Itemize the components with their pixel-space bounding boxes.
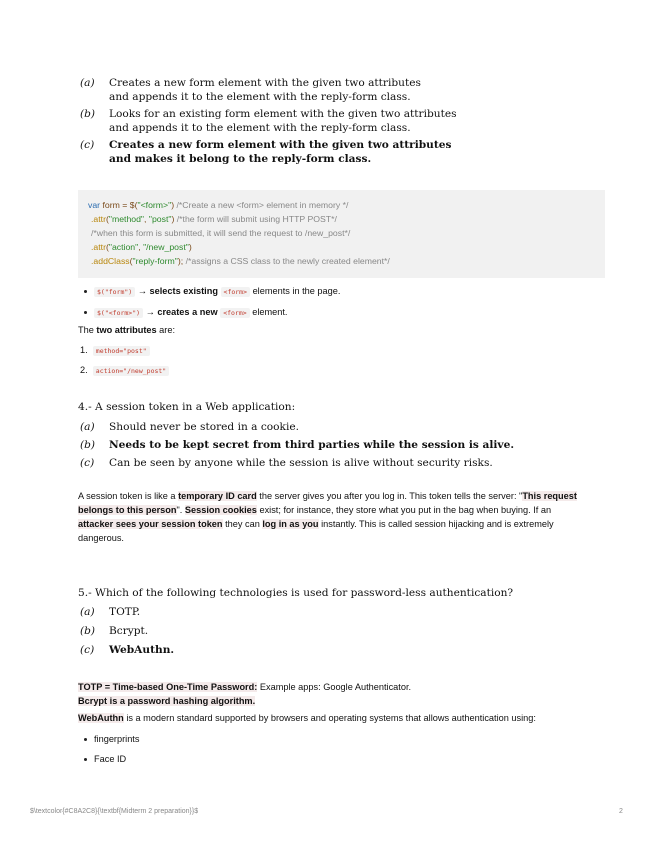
option-text: Bcrypt.: [109, 625, 149, 637]
code-comment: /*the form will submit using HTTP POST*/: [176, 214, 337, 224]
footer-left: $\textcolor{#C8A2C8}{\textbf{Midterm 2 preparation}}$: [30, 808, 199, 815]
option-text: Should never be stored in a cookie.: [109, 421, 299, 433]
bold-text: Session cookies: [184, 505, 257, 515]
code-function: .attr: [91, 214, 106, 224]
bold-text: log in as you: [262, 519, 319, 529]
code-plain: ,: [138, 242, 144, 252]
webauthn-item-1: fingerprints: [94, 734, 140, 744]
code-line-4: [91, 240, 192, 254]
bold-text: This request belongs to this person: [78, 491, 577, 515]
bold-text: attacker sees your session token: [78, 519, 223, 529]
option-text: Can be seen by anyone while the session is alive without security risks.: [109, 457, 493, 469]
option-text: TOTP.: [109, 606, 141, 618]
option-text-line: Creates a new form element with the given two attributes: [109, 139, 452, 151]
option-label: (c): [80, 139, 95, 151]
bold-text: creates a new: [157, 307, 218, 317]
option-text-line: and appends it to the element with the reply-form class.: [109, 122, 411, 134]
option-text-line: and appends it to the element with the reply-form class.: [109, 91, 411, 103]
option-text-line: and makes it belong to the reply-form class.: [109, 153, 372, 165]
code-plain: );: [177, 256, 186, 266]
attribute-item-2: [80, 364, 169, 378]
code-plain: ,: [144, 214, 149, 224]
code-string: "method": [108, 214, 145, 224]
code-chip: action="/new_post": [93, 366, 169, 376]
bold-text: temporary ID card: [178, 491, 257, 501]
note-text: element.: [249, 307, 288, 317]
text: is a modern standard supported by browsers and operating systems that allows authentication using:: [123, 713, 536, 723]
note-bullet-2: [94, 306, 287, 320]
text: are:: [156, 325, 176, 335]
code-line-5: [91, 254, 390, 268]
code-comment: /*assigns a CSS class to the newly created element*/: [185, 256, 390, 266]
code-comment: /*Create a new <form> element in memory */: [176, 200, 349, 210]
bold-text: TOTP = Time-based One-Time Password:: [78, 682, 258, 692]
option-label: (c): [80, 457, 95, 469]
code-string: "action": [108, 242, 139, 252]
page-number: 2: [619, 808, 623, 815]
bold-text: WebAuthn: [78, 713, 124, 723]
code-string: "/new_post": [143, 242, 189, 252]
q4-explanation: [78, 489, 586, 545]
bold-text: two attributes: [96, 325, 157, 335]
code-plain: ): [188, 242, 192, 252]
list-number: 1.: [80, 345, 88, 355]
code-string: "<form>": [137, 200, 172, 210]
list-number: 2.: [80, 365, 88, 375]
code-line-3: [91, 226, 350, 240]
text: ".: [176, 505, 185, 515]
code-plain: (: [129, 256, 133, 266]
bold-text: selects existing: [149, 286, 218, 296]
text: exist; for instance, they store what you put in the bag when buying. If an: [256, 505, 552, 515]
code-chip: <form>: [220, 308, 249, 318]
option-text-line: Looks for an existing form element with the given two attributes: [109, 108, 457, 120]
option-label: (b): [80, 439, 96, 451]
option-label: (b): [80, 625, 96, 637]
code-plain: form = $(: [100, 200, 138, 210]
code-comment: /*when this form is submitted, it will send the request to /new_post*/: [91, 228, 351, 238]
note-text: elements in the page.: [250, 286, 341, 296]
option-label: (a): [80, 606, 95, 618]
code-chip: $("form"): [94, 287, 135, 297]
option-text: WebAuthn.: [109, 644, 175, 656]
code-line-1: [88, 198, 348, 212]
text: the server gives you after you log in. This token tells the server: ": [256, 491, 523, 501]
code-chip: $("<form>"): [94, 308, 143, 318]
webauthn-explanation: [78, 712, 536, 725]
bcrypt-explanation: [78, 695, 255, 708]
text: they can: [222, 519, 263, 529]
totp-explanation: [78, 681, 411, 694]
option-label: (a): [80, 421, 95, 433]
code-string: "reply-form": [132, 256, 178, 266]
option-label: (a): [80, 77, 95, 89]
attribute-item-1: [80, 344, 150, 358]
code-keyword: var: [88, 200, 101, 210]
option-label: (c): [80, 644, 95, 656]
code-function: .attr: [91, 242, 106, 252]
code-chip: <form>: [221, 287, 250, 297]
code-line-2: [91, 212, 337, 226]
note-bullet-1: [94, 285, 340, 299]
code-block: [78, 190, 605, 278]
code-plain: (: [105, 242, 109, 252]
attributes-intro: [78, 324, 175, 337]
option-label: (b): [80, 108, 96, 120]
code-string: "post": [148, 214, 172, 224]
bold-text: Bcrypt is a password hashing algorithm.: [78, 696, 256, 706]
arrow-text: →: [135, 286, 150, 296]
text: Example apps: Google Authenticator.: [257, 682, 412, 692]
question-5: 5.- Which of the following technologies is used for password-less authentication?: [78, 587, 514, 599]
code-plain: (: [105, 214, 109, 224]
question-4: 4.- A session token in a Web application:: [78, 401, 296, 413]
option-text-line: Creates a new form element with the given two attributes: [109, 77, 421, 89]
code-plain: ): [171, 200, 177, 210]
webauthn-item-2: Face ID: [94, 754, 127, 764]
option-text: Needs to be kept secret from third parties while the session is alive.: [109, 439, 515, 451]
arrow-text: →: [143, 307, 158, 317]
code-function: .addClass: [91, 256, 130, 266]
text: A session token is like a: [78, 491, 179, 501]
code-plain: ): [171, 214, 177, 224]
code-chip: method="post": [93, 346, 150, 356]
text: instantly. This is called session hijacking and is extremely dangerous.: [78, 519, 554, 543]
text: The: [78, 325, 97, 335]
